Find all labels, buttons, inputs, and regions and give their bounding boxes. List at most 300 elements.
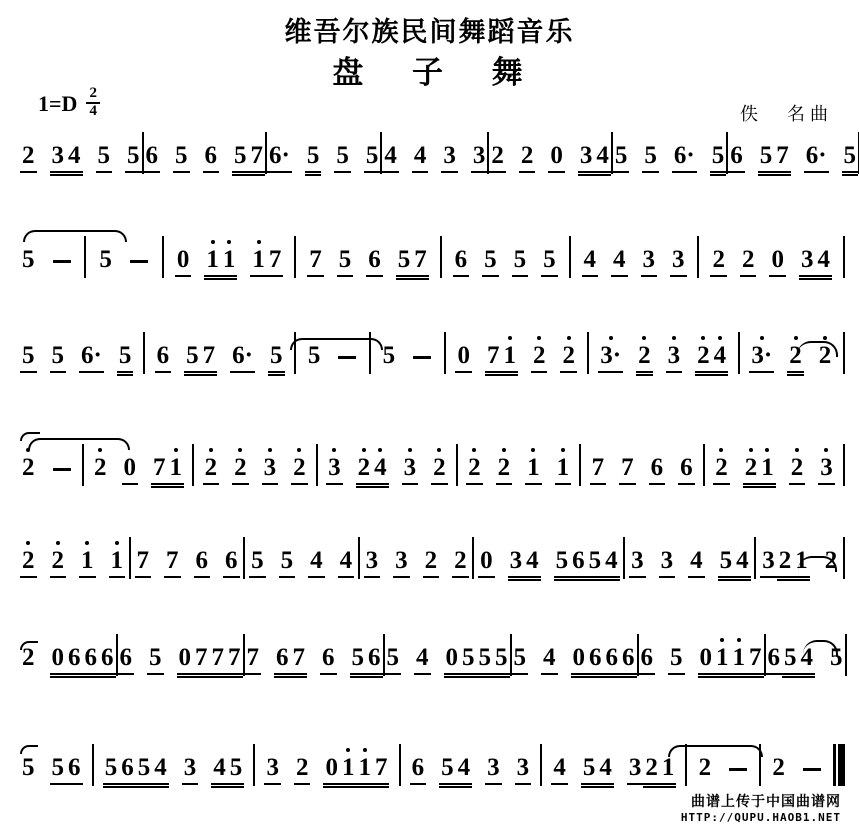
note: 3	[799, 247, 816, 277]
beat-group	[639, 645, 656, 681]
beat-group	[396, 247, 429, 283]
beat-group	[789, 455, 806, 491]
beat-group	[194, 548, 211, 584]
held-note-dash	[130, 260, 148, 263]
measure	[92, 455, 184, 491]
tie-slur	[20, 641, 38, 650]
beat-group	[249, 548, 266, 584]
beat-group	[453, 247, 470, 283]
beat-group	[551, 755, 568, 791]
note: 0	[50, 645, 67, 675]
note: 3	[659, 548, 676, 578]
tie-slur	[290, 338, 383, 350]
note: 6·	[79, 343, 104, 373]
barline	[587, 332, 589, 374]
beat-group	[79, 343, 104, 379]
note: 7	[226, 645, 243, 675]
note: 5	[581, 755, 598, 785]
beat-group	[50, 260, 74, 283]
measure	[385, 645, 510, 681]
beat-group	[431, 455, 448, 491]
note: 5	[758, 143, 775, 173]
beat-group	[203, 455, 220, 491]
note: 5	[96, 143, 113, 173]
key-signature: 1=D	[38, 90, 78, 116]
note: 1	[356, 755, 373, 785]
note: 2	[356, 455, 373, 485]
beat-group	[525, 455, 542, 491]
beat-group	[629, 548, 646, 584]
beat-group	[50, 468, 74, 491]
measure	[307, 247, 429, 283]
note: 0	[177, 645, 194, 675]
note: 1	[525, 455, 542, 485]
note: 7	[249, 143, 266, 173]
barline	[444, 332, 446, 374]
beat-group	[135, 548, 152, 584]
note: 7	[245, 645, 262, 675]
measure	[613, 143, 726, 179]
note: 7	[201, 343, 218, 373]
beat-group	[20, 455, 37, 491]
note: 1	[660, 755, 677, 785]
time-numerator: 2	[86, 86, 100, 104]
beat-group	[439, 755, 472, 791]
beat-group	[455, 343, 472, 379]
note: 4	[603, 548, 620, 578]
beat-group	[800, 768, 824, 791]
measure	[629, 548, 751, 584]
beat-group	[279, 548, 296, 584]
score-line	[20, 323, 845, 423]
note: 5	[541, 247, 558, 277]
beat-group	[364, 548, 381, 584]
note: 6·	[230, 343, 255, 373]
barline	[697, 236, 699, 278]
note: 6	[320, 645, 337, 675]
note: 6	[639, 645, 656, 675]
tie-slur	[23, 230, 127, 242]
note: 3	[627, 755, 644, 785]
beat-group	[20, 143, 37, 179]
tie-slur	[803, 640, 838, 656]
measure	[410, 755, 532, 791]
note: 3	[264, 755, 281, 785]
barline	[843, 236, 845, 278]
barline	[143, 332, 145, 374]
note: 4	[688, 548, 705, 578]
note: 6	[410, 755, 427, 785]
note: 2	[636, 343, 653, 373]
barline	[294, 236, 296, 278]
beat-group	[770, 755, 787, 791]
tie-slur	[797, 341, 838, 357]
measure	[175, 247, 284, 283]
note: 6·	[804, 143, 829, 173]
barline	[440, 236, 442, 278]
measure	[118, 645, 243, 681]
note: 2	[466, 455, 483, 485]
score-line	[20, 618, 845, 723]
beat-group	[356, 455, 389, 491]
beat-group	[151, 455, 184, 491]
beat-group	[718, 548, 751, 584]
note: 2	[777, 548, 794, 578]
note: 5	[22, 754, 35, 781]
note: 6	[144, 143, 161, 173]
beat-group	[250, 247, 283, 283]
note: 3	[760, 548, 777, 578]
note: 5	[334, 143, 351, 173]
note: 1	[250, 247, 267, 277]
note: 2	[817, 343, 834, 373]
beat-group	[441, 143, 458, 179]
barline	[579, 444, 581, 486]
held-note-dash	[338, 356, 356, 359]
barline	[243, 537, 245, 579]
beat-group	[412, 143, 429, 179]
measure	[710, 247, 832, 283]
barline	[129, 537, 131, 579]
note: 7	[135, 548, 152, 578]
note: 3	[441, 143, 458, 173]
beat-group	[571, 645, 637, 681]
beat-group	[337, 247, 354, 283]
beat-group	[496, 455, 513, 491]
beat-group	[466, 455, 483, 491]
note: 3	[471, 143, 488, 173]
beat-group	[678, 455, 695, 491]
barline	[843, 444, 845, 486]
beat-group	[164, 548, 181, 584]
note: 7	[373, 755, 390, 785]
note: 5	[249, 548, 266, 578]
note: 1	[555, 455, 572, 485]
beat-group	[109, 548, 126, 584]
beat-group	[103, 755, 169, 791]
note: 5	[385, 645, 402, 675]
beat-group	[20, 755, 37, 791]
note: 4	[582, 247, 599, 277]
barline	[82, 444, 84, 486]
measure	[489, 143, 611, 179]
note: 0	[571, 645, 588, 675]
beat-group	[508, 548, 541, 584]
beat-group	[364, 143, 381, 179]
note: 2	[294, 755, 311, 785]
note: 2	[698, 754, 712, 781]
beat-group	[452, 548, 469, 584]
measure-strip	[20, 236, 845, 283]
beat-group	[743, 455, 776, 491]
note: 5	[99, 246, 112, 273]
note: 4	[799, 645, 816, 675]
beat-group	[515, 755, 532, 791]
note: 6	[366, 247, 383, 277]
note: 5	[20, 343, 37, 373]
beat-group	[308, 548, 325, 584]
note: 6	[155, 343, 172, 373]
note: 5	[364, 143, 381, 173]
beat-group	[642, 143, 659, 179]
note: 5	[350, 645, 367, 675]
measure	[478, 548, 620, 584]
measure	[97, 247, 151, 283]
composer-credit: 佚 名曲	[739, 104, 833, 124]
beat-group	[50, 645, 116, 681]
beat-group	[485, 343, 518, 379]
note: 2	[531, 343, 548, 373]
note: 2	[22, 644, 35, 671]
note: 7	[747, 645, 764, 675]
beat-group	[267, 143, 292, 179]
measure-strip	[20, 634, 845, 681]
note: 5	[103, 755, 120, 785]
barline	[569, 236, 571, 278]
note: 4	[152, 755, 169, 785]
note: 0	[122, 455, 139, 485]
note: 3	[393, 548, 410, 578]
note: 2	[489, 143, 506, 173]
beat-group	[320, 645, 337, 681]
note: 7	[590, 455, 607, 485]
beat-group	[50, 548, 67, 584]
note: 5	[147, 645, 164, 675]
barline	[92, 744, 94, 786]
barline	[456, 444, 458, 486]
footer-site-url: HTTP://QUPU.HAOB1.NET	[680, 811, 841, 824]
measure	[713, 455, 835, 491]
beat-group	[842, 143, 859, 179]
note: 2	[519, 143, 536, 173]
note: 5	[337, 247, 354, 277]
measure	[264, 755, 389, 791]
beat-group	[668, 645, 685, 681]
note: 3	[578, 143, 595, 173]
measure	[155, 343, 285, 379]
final-barline	[833, 744, 845, 786]
note: 5	[830, 644, 843, 671]
beat-group	[326, 455, 343, 491]
note: 6·	[672, 143, 697, 173]
note: 2	[787, 343, 804, 373]
note: 6	[274, 645, 291, 675]
note: 0	[323, 755, 340, 785]
note: 7	[267, 247, 284, 277]
beat-group	[695, 343, 728, 379]
beat-group	[230, 343, 255, 379]
measure	[249, 548, 354, 584]
measure	[382, 143, 487, 179]
score-line	[20, 423, 845, 523]
note: 1	[793, 548, 810, 578]
measure	[326, 455, 448, 491]
note: 4	[382, 143, 399, 173]
beat-group	[581, 755, 614, 791]
barline	[843, 332, 845, 374]
note: 3	[50, 143, 67, 173]
note: 6	[66, 645, 83, 675]
note: 6	[366, 645, 383, 675]
note: 1	[221, 247, 238, 277]
beat-group	[598, 343, 623, 379]
note: 7	[307, 247, 324, 277]
note: 2	[496, 455, 513, 485]
note: 2	[743, 455, 760, 485]
note: 6	[194, 548, 211, 578]
note: 5	[117, 343, 134, 373]
note: 7	[485, 343, 502, 373]
beat-group	[485, 755, 502, 791]
note: 5	[512, 645, 529, 675]
beat-group	[184, 343, 217, 379]
beat-group	[414, 645, 431, 681]
note: 5	[173, 143, 190, 173]
beat-group	[268, 343, 285, 379]
beat-group	[20, 247, 37, 283]
barline	[472, 537, 474, 579]
note: 2	[560, 343, 577, 373]
note: 6	[678, 455, 695, 485]
beat-group	[758, 143, 791, 179]
beat-group	[20, 645, 37, 681]
beat-group	[381, 343, 398, 379]
beat-group	[804, 143, 829, 179]
measure	[20, 143, 142, 179]
note: 1	[340, 755, 357, 785]
beat-group	[489, 143, 506, 179]
beat-group	[203, 143, 220, 179]
beat-group	[582, 247, 599, 283]
measure	[135, 548, 240, 584]
note: 5	[439, 755, 456, 785]
note: 2	[203, 455, 220, 485]
beat-group	[338, 548, 355, 584]
note: 5	[482, 247, 499, 277]
note: 5	[642, 143, 659, 173]
note: 5	[305, 143, 322, 173]
measure-strip	[20, 444, 845, 491]
tie-slur	[28, 438, 130, 450]
beat-group	[144, 143, 161, 179]
beat-group	[666, 343, 683, 379]
measure	[364, 548, 469, 584]
note: 7	[774, 143, 791, 173]
measure	[728, 143, 858, 179]
note: 3	[262, 455, 279, 485]
beat-group	[366, 247, 383, 283]
beat-group	[636, 343, 653, 379]
note: 4	[597, 755, 614, 785]
beat-group	[611, 247, 628, 283]
note: 4	[66, 143, 83, 173]
held-note-dash	[413, 356, 431, 359]
note: 3	[515, 755, 532, 785]
measure	[551, 755, 676, 791]
beat-group	[541, 645, 558, 681]
note: 1	[501, 343, 518, 373]
note: 3	[182, 755, 199, 785]
note: 6	[66, 755, 83, 785]
beat-group	[410, 755, 427, 791]
note: 5	[842, 143, 859, 173]
note: 5	[279, 548, 296, 578]
beat-group	[619, 455, 636, 491]
note: 2	[643, 755, 660, 785]
barline	[253, 744, 255, 786]
tie-slur	[668, 745, 763, 757]
note: 1	[204, 247, 221, 277]
note: 3·	[598, 343, 623, 373]
measure	[455, 343, 577, 379]
note: 6	[223, 548, 240, 578]
measure	[103, 755, 245, 791]
note: 3	[641, 247, 658, 277]
note: 6	[99, 645, 116, 675]
beat-group	[740, 247, 757, 283]
note: 7	[619, 455, 636, 485]
measure	[20, 247, 74, 283]
beat-group	[471, 143, 488, 179]
beat-group	[541, 247, 558, 283]
note: 3	[629, 548, 646, 578]
barline	[754, 537, 756, 579]
barline	[703, 444, 705, 486]
beat-group	[232, 455, 249, 491]
barline	[399, 744, 401, 786]
beat-group	[122, 455, 139, 491]
measure	[144, 143, 266, 179]
beat-group	[697, 755, 714, 791]
barline	[192, 444, 194, 486]
beat-group	[182, 755, 199, 791]
note: 6	[203, 143, 220, 173]
beat-group	[423, 548, 440, 584]
note: 6	[453, 247, 470, 277]
note: 5	[22, 246, 35, 273]
beat-group	[548, 143, 565, 179]
tie-slur	[798, 556, 837, 572]
note: 6	[620, 645, 637, 675]
score-line	[20, 132, 857, 228]
beat-group	[554, 548, 620, 584]
note: 4	[372, 455, 389, 485]
footer-site-name: 曲谱上传于中国曲谱网	[691, 793, 841, 809]
beat-group	[155, 343, 172, 379]
note: 5	[136, 755, 153, 785]
note: 4	[456, 755, 473, 785]
note: 3	[485, 755, 502, 785]
beat-group	[117, 343, 134, 379]
beat-group	[50, 755, 83, 791]
beat-group	[512, 247, 529, 283]
note: 5	[782, 645, 799, 675]
note: 6	[118, 645, 135, 675]
note: 4	[338, 548, 355, 578]
beat-group	[769, 247, 786, 283]
note: 0	[698, 645, 715, 675]
note: 1	[759, 455, 776, 485]
note: 3	[670, 247, 687, 277]
beat-group	[710, 143, 727, 179]
score	[20, 132, 857, 798]
note: 6·	[267, 143, 292, 173]
note: 0	[455, 343, 472, 373]
measure-strip	[20, 537, 845, 584]
note: 2	[713, 455, 730, 485]
beat-group	[512, 645, 529, 681]
note: 6	[766, 645, 783, 675]
